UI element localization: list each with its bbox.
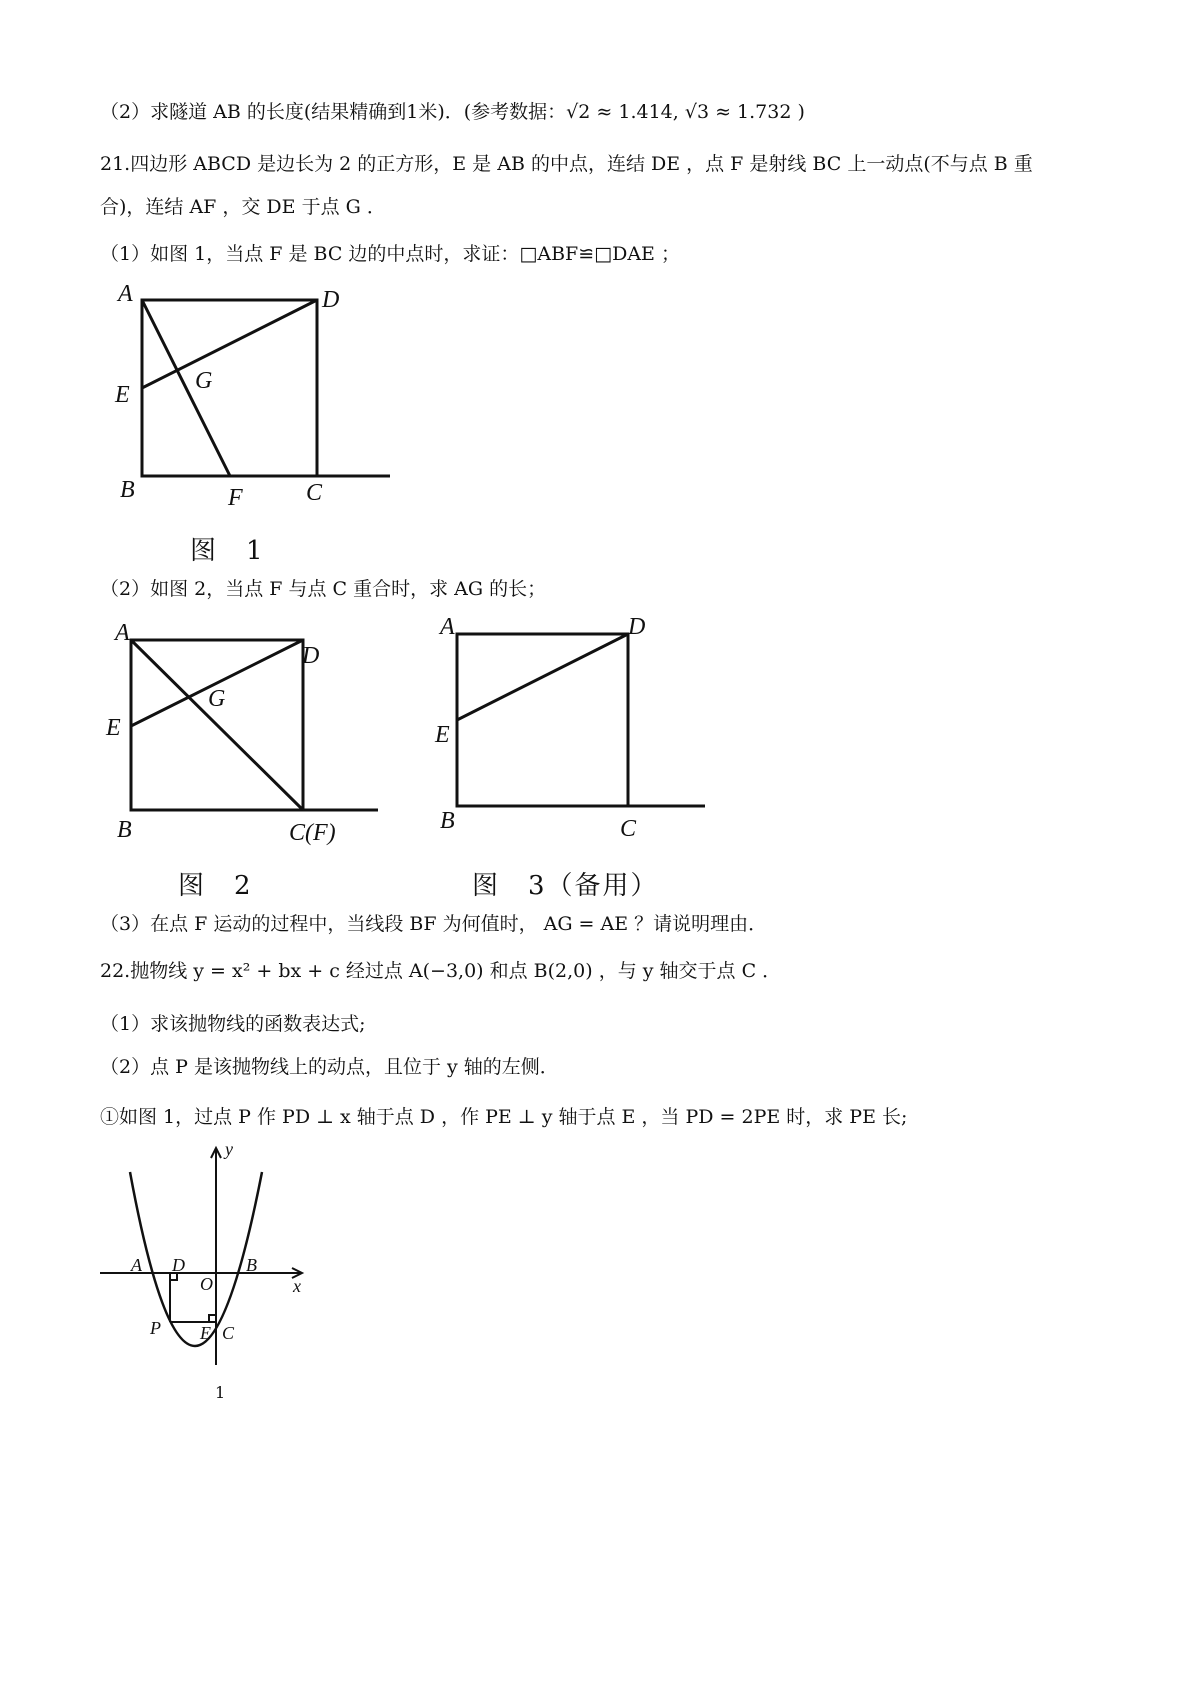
fig2-label-b: B — [117, 817, 132, 843]
fig1-label-f: F — [228, 485, 243, 511]
q22-part1: （1）求该抛物线的函数表达式; — [100, 1013, 366, 1035]
q22-statement: 22.抛物线 y = x² + bx + c 经过点 A(−3,0) 和点 B(2,0) ，与 y 轴交于点 C ． — [100, 960, 782, 982]
fig3-caption: 图 3（备用） — [472, 871, 659, 901]
fig4-label-a: A — [131, 1255, 142, 1275]
fig4-label-o: O — [200, 1274, 213, 1294]
fig3-label-b: B — [440, 808, 455, 834]
fig2-label-g: G — [208, 686, 226, 712]
fig2-label-e: E — [106, 715, 121, 741]
fig2-caption: 图 2 — [178, 871, 253, 901]
fig4-label-y: y — [225, 1139, 233, 1159]
q21-part1: （1）如图 1，当点 F 是 BC 边的中点时，求证：□ABF≌□DAE ； — [100, 243, 680, 265]
fig4-caption: 1 — [215, 1383, 226, 1402]
fig1-label-g: G — [195, 368, 213, 394]
fig3-label-c: C — [620, 816, 637, 842]
fig4-label-b: B — [246, 1255, 257, 1275]
q22-part2: （2）点 P 是该抛物线上的动点，且位于 y 轴的左侧． — [100, 1056, 559, 1078]
fig2-label-d: D — [302, 643, 320, 669]
q21-part3: （3）在点 F 运动的过程中，当线段 BF 为何值时， AG = AE ？请说明理由． — [100, 913, 768, 935]
q21-part2: （2）如图 2，当点 F 与点 C 重合时，求 AG 的长； — [100, 578, 547, 600]
fig4-label-d: D — [172, 1255, 185, 1275]
fig1-label-a: A — [118, 281, 133, 307]
fig1-label-b: B — [120, 477, 135, 503]
fig4-label-x: x — [293, 1276, 301, 1296]
fig4-label-e: E — [200, 1323, 211, 1343]
fig2-label-c: C(F) — [289, 820, 336, 846]
q22-sub1: ①如图 1，过点 P 作 PD ⊥ x 轴于点 D ，作 PE ⊥ y 轴于点 E ，当 PD = 2PE 时，求 PE 长; — [100, 1106, 908, 1128]
fig3-label-d: D — [628, 614, 646, 640]
q21-statement-line1: 21.四边形 ABCD 是边长为 2 的正方形，E 是 AB 的中点，连结 DE ，点 F 是射线 BC 上一动点(不与点 B 重 — [100, 153, 1033, 175]
fig1-label-d: D — [322, 287, 340, 313]
q21-statement-line2: 合)，连结 AF ，交 DE 于点 G ． — [100, 196, 386, 218]
fig1-label-e: E — [115, 382, 130, 408]
fig4-label-p: P — [150, 1318, 161, 1338]
fig1-caption: 图 1 — [190, 536, 265, 566]
fig2-label-a: A — [115, 620, 130, 646]
fig4-label-c: C — [222, 1323, 235, 1343]
fig3-label-a: A — [440, 614, 455, 640]
fig1-label-c: C — [306, 480, 323, 506]
fig3-label-e: E — [435, 722, 450, 748]
q20-part2: （2）求隧道 AB 的长度(结果精确到1米)．(参考数据：√2 ≈ 1.414, √3 ≈ 1.732 ) — [100, 101, 805, 123]
